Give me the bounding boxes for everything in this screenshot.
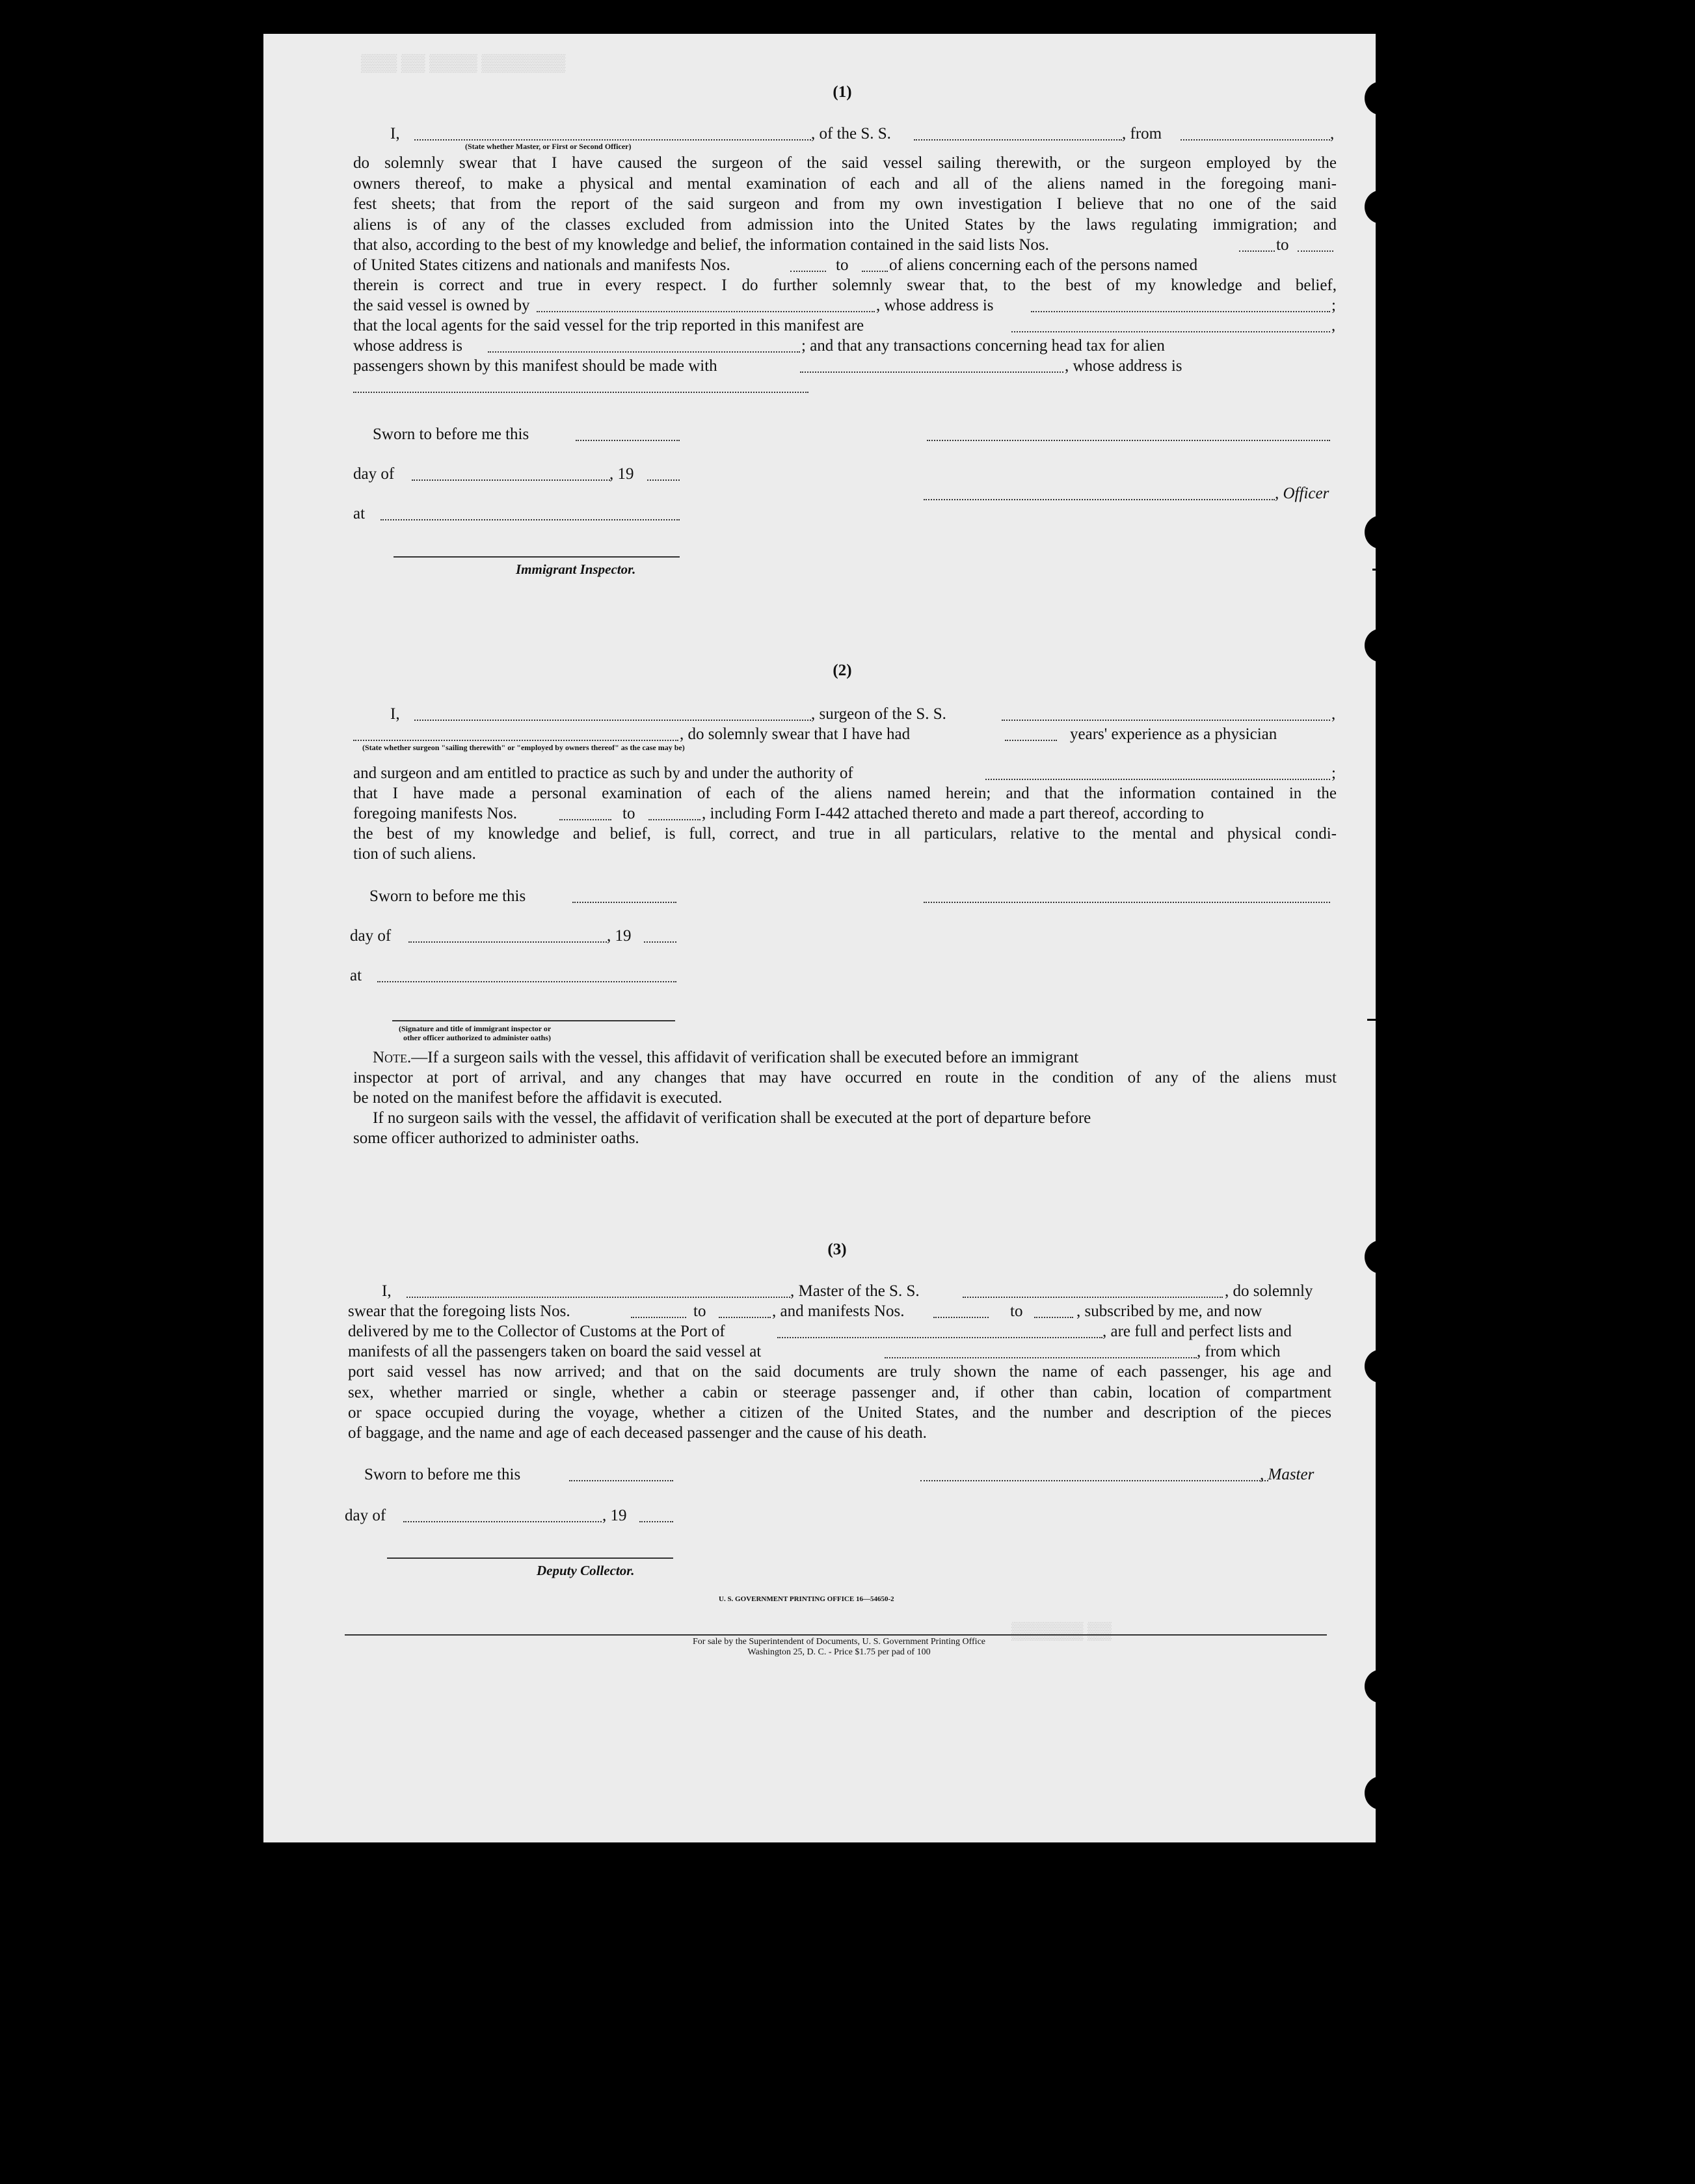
s1-whose-address: , whose address is bbox=[876, 297, 994, 314]
s2-examination-line bbox=[353, 783, 1337, 804]
s3-lists-to-field[interactable] bbox=[719, 1317, 771, 1318]
s1-head-tax: ; and that any transactions concerning head tax for alien bbox=[801, 337, 1165, 355]
s1-head-tax-line: passengers shown by this manifest should be made with bbox=[353, 357, 717, 375]
s1-manifests-to-field[interactable] bbox=[862, 271, 888, 272]
s2-signature-field[interactable] bbox=[924, 902, 1330, 903]
s1-vessel-field[interactable] bbox=[914, 139, 1122, 141]
s1-agents-address-label: whose address is bbox=[353, 337, 463, 355]
s2-swear: , do solemnly swear that I have had bbox=[680, 725, 911, 743]
s3-subscribed: , subscribed by me, and now bbox=[1076, 1302, 1262, 1320]
s1-at-field[interactable] bbox=[380, 519, 680, 520]
s3-collector-signature-line[interactable] bbox=[387, 1557, 673, 1559]
s1-month-field[interactable] bbox=[412, 479, 610, 481]
s1-line: aliens is of any of the classes excluded from admission into the United States by the laws regulating immigration; and bbox=[353, 215, 1337, 234]
s2-manifests-from-field[interactable] bbox=[559, 819, 611, 820]
s2-manifests-line: foregoing manifests Nos. bbox=[353, 805, 518, 822]
section-3-heading: (3) bbox=[827, 1241, 847, 1258]
s1-semicolon: ; bbox=[1331, 297, 1336, 314]
s2-years-field[interactable] bbox=[1005, 740, 1057, 741]
s1-to-label-2: to bbox=[836, 256, 849, 274]
s1-line: therein is correct and true in every respect. I do further solemnly swear that, to the best of my knowledge and belief, bbox=[353, 276, 1337, 294]
s1-day-of-label: day of bbox=[353, 465, 395, 483]
s1-officer-caption: (State whether Master, or First or Second Officer) bbox=[465, 142, 632, 151]
footer-sale-info bbox=[263, 1637, 1376, 1658]
s2-note-first-line bbox=[373, 1047, 1078, 1068]
s3-lists-from-field[interactable] bbox=[631, 1317, 686, 1318]
form-page bbox=[263, 34, 1376, 1842]
s3-to-label-2: to bbox=[1010, 1302, 1023, 1320]
section-1-heading: (1) bbox=[833, 83, 852, 101]
s2-last-line: tion of such aliens. bbox=[353, 845, 476, 863]
punch-hole bbox=[1365, 515, 1398, 549]
s2-authority: and surgeon and am entitled to practice as such by and under the authority of bbox=[353, 764, 853, 782]
section-2-heading: (2) bbox=[833, 662, 852, 679]
punch-hole bbox=[1365, 628, 1398, 662]
s1-officer-field[interactable] bbox=[924, 499, 1275, 500]
footer-rule bbox=[345, 1634, 1327, 1636]
s2-surgeon-of: , surgeon of the S. S. bbox=[811, 705, 946, 723]
s2-note-line: be noted on the manifest before the affidavit is executed. bbox=[353, 1089, 723, 1107]
s1-year-prefix: , 19 bbox=[609, 465, 634, 483]
footer-sale-line: For sale by the Superintendent of Documents, U. S. Government Printing Office bbox=[693, 1637, 985, 1647]
s2-status-caption: (State whether surgeon "sailing therewith" or "employed by owners thereof" as the case may be) bbox=[362, 743, 685, 752]
s2-sworn-label: Sworn to before me this bbox=[369, 887, 526, 905]
s1-line: owners thereof, to make a physical and mental examination of each and all of the aliens named in the foregoing mani- bbox=[353, 174, 1337, 193]
s2-note-label: Note. bbox=[373, 1049, 412, 1066]
s3-full-perfect: , are full and perfect lists and bbox=[1102, 1323, 1292, 1340]
s2-year-prefix: , 19 bbox=[607, 927, 632, 945]
s2-year-field[interactable] bbox=[644, 941, 676, 943]
s2-line: that I have made a personal examination of each of the aliens named herein; and that the information contained in the bbox=[353, 785, 1337, 802]
s2-note2-line: If no surgeon sails with the vessel, the affidavit of verification shall be executed at the port of departure before bbox=[373, 1109, 1091, 1127]
s1-from-field[interactable] bbox=[1181, 139, 1330, 141]
s1-line: fest sheets; that from the report of the said surgeon and from my own investigation I believe that no one of the said bbox=[353, 195, 1337, 213]
s1-signature-field[interactable] bbox=[927, 440, 1330, 441]
s2-comma: , bbox=[1331, 705, 1336, 723]
s2-month-field[interactable] bbox=[408, 941, 607, 943]
punch-hole bbox=[1365, 1776, 1398, 1810]
s1-lists-line: that also, according to the best of my knowledge and belief, the information contained in the said lists Nos. bbox=[353, 236, 1049, 254]
s3-manifests-all: manifests of all the passengers taken on board the said vessel at bbox=[348, 1343, 762, 1360]
s2-name-field[interactable] bbox=[414, 720, 811, 721]
s1-correct-line bbox=[353, 275, 1337, 296]
s3-and-manifests: , and manifests Nos. bbox=[772, 1302, 905, 1320]
s2-authority-field[interactable] bbox=[985, 779, 1330, 780]
s1-manifests-from-field[interactable] bbox=[790, 271, 826, 272]
punch-hole bbox=[1365, 1240, 1398, 1274]
s1-head-tax-field[interactable] bbox=[800, 371, 1063, 373]
s3-manifests-from-field[interactable] bbox=[933, 1317, 989, 1318]
s1-inspector-signature-line[interactable] bbox=[394, 556, 680, 558]
s1-officer-label: , Officer bbox=[1275, 485, 1329, 502]
s3-do-solemnly: , do solemnly bbox=[1225, 1282, 1313, 1300]
s1-owner-address-field[interactable] bbox=[1031, 311, 1330, 312]
s3-manifests-to-field[interactable] bbox=[1034, 1317, 1073, 1318]
punch-hole bbox=[1365, 1349, 1398, 1383]
s1-year-field[interactable] bbox=[647, 479, 680, 481]
s3-day-of-label: day of bbox=[345, 1507, 386, 1524]
punch-hole bbox=[1376, 431, 1410, 465]
s1-lists-from-field[interactable] bbox=[1239, 250, 1275, 252]
s2-belief-line bbox=[353, 824, 1337, 844]
s2-manifests-to-field[interactable] bbox=[648, 819, 701, 820]
s3-master-label: , Master bbox=[1260, 1466, 1315, 1483]
s2-i-label: I, bbox=[390, 705, 400, 723]
s1-from-label: , from bbox=[1122, 125, 1162, 142]
punch-hole bbox=[1365, 81, 1398, 115]
s2-line: the best of my knowledge and belief, is full, correct, and true in all particulars, relative to the mental and physical condi- bbox=[353, 825, 1337, 843]
s3-master-of: , Master of the S. S. bbox=[790, 1282, 920, 1300]
s3-sworn-label: Sworn to before me this bbox=[364, 1466, 521, 1483]
s3-month-field[interactable] bbox=[403, 1521, 602, 1522]
s1-agents-field[interactable] bbox=[1011, 331, 1330, 332]
s1-of-ss-label: , of the S. S. bbox=[811, 125, 891, 142]
s2-day-of-label: day of bbox=[350, 927, 392, 945]
s2-vessel-field[interactable] bbox=[1002, 720, 1330, 721]
s2-note-paragraph bbox=[353, 1068, 1337, 1088]
s1-agents-address-field[interactable] bbox=[488, 351, 800, 353]
s1-manifests-line: of United States citizens and nationals and manifests Nos. bbox=[353, 256, 730, 274]
s1-line-end: , bbox=[1330, 125, 1335, 142]
s1-name-field[interactable] bbox=[414, 139, 811, 141]
bleed-through-text: ▒▒▒ ▒▒ ▒▒▒▒ ▒▒▒▒▒▒▒ bbox=[361, 53, 566, 72]
s2-to-label: to bbox=[622, 805, 635, 822]
punch-hole bbox=[1365, 190, 1398, 224]
s2-status-field[interactable] bbox=[353, 740, 678, 741]
s2-note-line: inspector at port of arrival, and any changes that may have occurred en route in the condition of any of the aliens must bbox=[353, 1069, 1337, 1086]
s3-to-label: to bbox=[693, 1302, 706, 1320]
s3-master-signature-field[interactable] bbox=[920, 1480, 1268, 1481]
s1-oath-paragraph bbox=[353, 153, 1337, 235]
s3-year-field[interactable] bbox=[639, 1521, 673, 1522]
s1-lists-to-field[interactable] bbox=[1298, 250, 1333, 252]
s3-swear-lists: swear that the foregoing lists Nos. bbox=[348, 1302, 570, 1320]
s3-line: or space occupied during the voyage, whether a citizen of the United States, and the number and description of the pieces bbox=[348, 1404, 1331, 1422]
punch-hole bbox=[1365, 1669, 1398, 1703]
s1-line: do solemnly swear that I have caused the surgeon of the said vessel sailing therewith, or the surgeon employed by the bbox=[353, 154, 1337, 172]
s3-line-last: of baggage, and the name and age of each deceased passenger and the cause of his death. bbox=[348, 1424, 927, 1442]
s3-deputy-label: Deputy Collector. bbox=[537, 1563, 635, 1578]
s1-sworn-label: Sworn to before me this bbox=[373, 425, 529, 443]
s3-delivered: delivered by me to the Collector of Customs at the Port of bbox=[348, 1323, 725, 1340]
s3-port-field[interactable] bbox=[777, 1337, 1102, 1338]
s1-at-label: at bbox=[353, 505, 366, 522]
s1-inspector-label: Immigrant Inspector. bbox=[516, 561, 636, 577]
s2-at-field[interactable] bbox=[377, 981, 676, 982]
s1-whose-address-end: , whose address is bbox=[1065, 357, 1182, 375]
s3-line: port said vessel has now arrived; and that on the said documents are truly shown the name of each passenger, his age and bbox=[348, 1363, 1331, 1381]
s1-owner-field[interactable] bbox=[537, 311, 875, 312]
s3-sworn-date-field[interactable] bbox=[569, 1480, 673, 1481]
s1-agents-line: that the local agents for the said vessel for the trip reported in this manifest are bbox=[353, 317, 864, 334]
s1-sworn-date-field[interactable] bbox=[576, 440, 680, 441]
s2-at-label: at bbox=[350, 967, 362, 984]
margin-mark bbox=[1367, 1019, 1385, 1021]
margin-mark bbox=[1372, 569, 1391, 571]
s2-years: years' experience as a physician bbox=[1070, 725, 1277, 743]
s3-i-label: I, bbox=[382, 1282, 392, 1300]
bleed-through-text: ▒▒▒▒▒▒ ▒▒ bbox=[1011, 1621, 1112, 1640]
s2-sig-caption: (Signature and title of immigrant inspector or bbox=[399, 1024, 552, 1033]
s1-of-aliens: of aliens concerning each of the persons named bbox=[889, 256, 1198, 274]
s2-semicolon: ; bbox=[1331, 764, 1336, 782]
punch-hole bbox=[1379, 1401, 1413, 1435]
s3-embarkation-field[interactable] bbox=[885, 1357, 1197, 1358]
s3-vessel-field[interactable] bbox=[963, 1297, 1223, 1298]
s2-form: , including Form I-442 attached thereto and made a part thereof, according to bbox=[702, 805, 1204, 822]
footer-sale-line: Washington 25, D. C. - Price $1.75 per pad of 100 bbox=[747, 1647, 931, 1657]
s3-line: sex, whether married or single, whether a cabin or steerage passenger and, if other than cabin, location of compartment bbox=[348, 1383, 1331, 1401]
s2-sig-caption: other officer authorized to administer oaths) bbox=[403, 1033, 551, 1042]
s3-name-field[interactable] bbox=[407, 1297, 790, 1298]
s1-head-tax-address-field[interactable] bbox=[353, 392, 808, 393]
s3-year-prefix: , 19 bbox=[602, 1507, 627, 1524]
s2-administrator-signature-line[interactable] bbox=[392, 1020, 675, 1021]
s3-oath-paragraph bbox=[348, 1362, 1331, 1423]
s2-note-line: —If a surgeon sails with the vessel, this affidavit of verification shall be executed before an immigrant bbox=[411, 1049, 1079, 1066]
s1-to-label: to bbox=[1276, 236, 1289, 254]
gpo-imprint: U. S. GOVERNMENT PRINTING OFFICE 16—54650-2 bbox=[719, 1595, 894, 1603]
s2-note2-line: some officer authorized to administer oaths. bbox=[353, 1129, 639, 1147]
s1-owned-by: the said vessel is owned by bbox=[353, 297, 530, 314]
s2-sworn-date-field[interactable] bbox=[572, 902, 676, 903]
s1-i-label: I, bbox=[390, 125, 400, 142]
s1-comma: , bbox=[1331, 317, 1336, 334]
s3-from-which: , from which bbox=[1197, 1343, 1281, 1360]
